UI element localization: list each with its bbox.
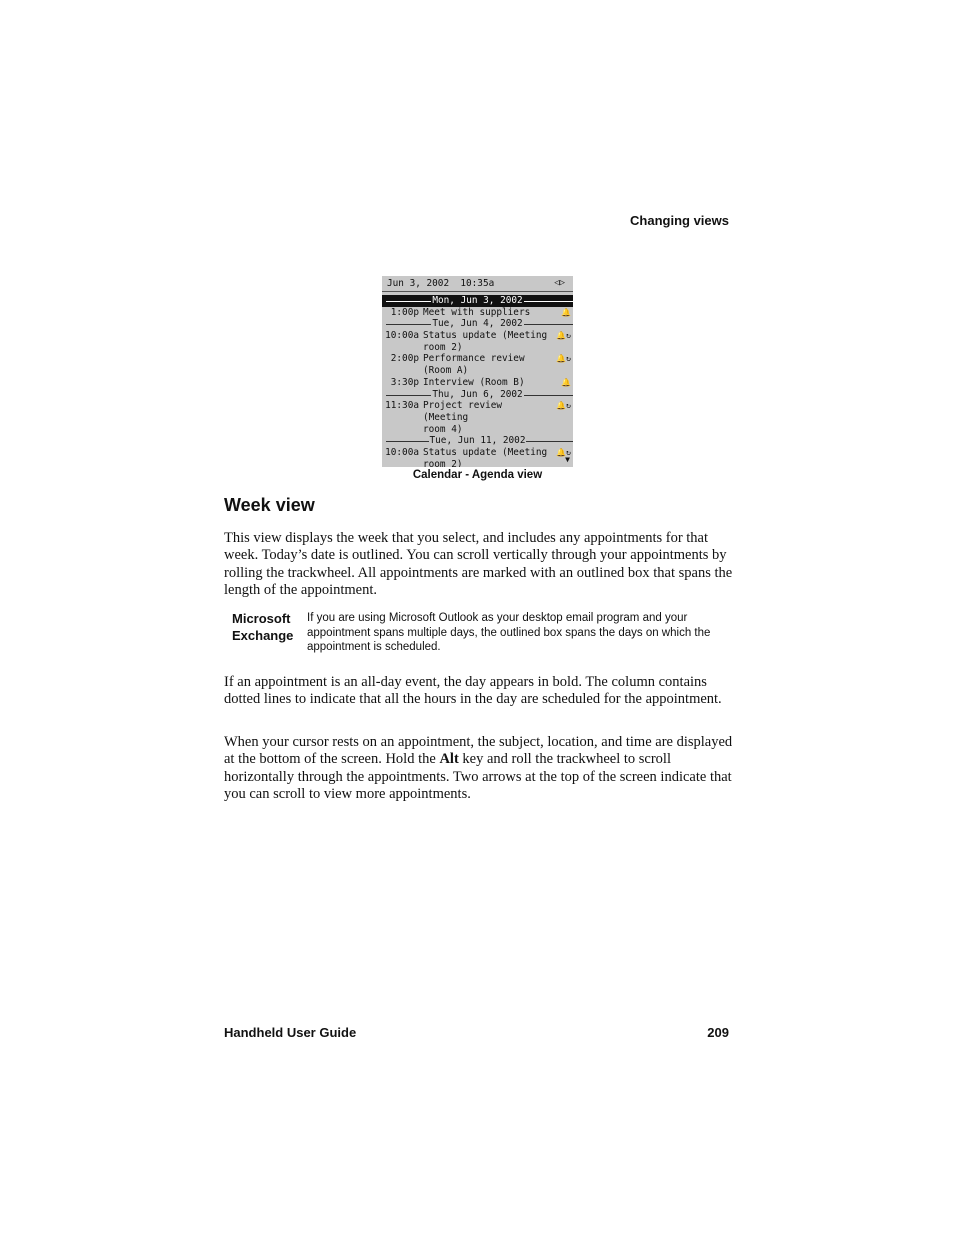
agenda-day-header[interactable] [382,318,573,330]
appointment-subject-continued: (Room A) [423,365,469,377]
appointment-subject: Interview (Room B) [423,376,525,388]
appointment-subject-continued: room 2) [423,341,463,353]
appointment-row[interactable] [382,447,573,459]
handheld-screenshot [382,276,573,467]
paragraph-text: key and roll the trackwheel to scroll horizontally through the appointments. Two arrows at the top of the screen indicate that you can scroll to view more appointments. [224,751,732,803]
appointment-time: 3:30p [390,376,419,388]
screen-status-bar [382,276,573,292]
alarm-recurrence-icon: 🔔↻ [556,331,571,341]
appointment-time: 11:30a [385,400,419,412]
paragraph-text: When your cursor rests on an appointment, the subject, location, and time are displayed at the bottom of the screen. Hold the [224,734,733,768]
appointment-time: 2:00p [390,353,419,365]
scroll-down-icon: ▼ [565,455,570,465]
body-paragraph [224,734,734,804]
note-label-line: Microsoft [232,611,291,626]
body-paragraph: This view displays the week that you select, and includes any appointments for that week. Today’s date is outlined. You can scroll vertically through your appointments by rolling the trackwheel. All appointments are marked with an outlined box that spans the length of the appointment. [224,530,733,599]
figure-caption: Calendar - Agenda view [412,469,543,481]
appointment-subject: Status update (Meeting [423,447,548,459]
alarm-recurrence-icon: 🔔 [561,307,571,317]
appointment-subject: Project review (Meeting [423,400,503,423]
page-number: 209 [707,1025,729,1040]
note-label-line: Exchange [232,628,294,643]
appointment-time: 10:00a [385,447,419,459]
section-title: Week view [224,495,315,515]
screen-date-time: Jun 3, 2002 10:35a [387,278,495,289]
appointment-time: 10:00a [385,330,419,342]
day-label: Tue, Jun 11, 2002 [429,435,526,447]
note-text: If you are using Microsoft Outlook as your desktop email program and your appointment spans multiple days, the outlined box spans the days on which the appointment is scheduled. [307,612,711,653]
appointment-subject: Meet with suppliers [423,306,531,318]
alarm-recurrence-icon: 🔔↻ [556,354,571,364]
running-header: Changing views [630,213,729,228]
appointment-row[interactable] [382,400,573,423]
alarm-recurrence-icon: 🔔↻ [556,401,571,411]
alarm-recurrence-icon: 🔔↻ [556,448,571,458]
key-name: Alt [439,751,459,768]
agenda-day-header[interactable] [382,389,573,401]
note-label [232,610,302,644]
agenda-day-header[interactable] [382,295,573,307]
appointment-row[interactable] [382,330,573,342]
appointment-row[interactable] [382,307,573,319]
appointment-subject-continued: room 2) [423,458,463,467]
day-label: Thu, Jun 6, 2002 [432,388,523,400]
day-label: Mon, Jun 3, 2002 [432,295,523,306]
appointment-subject: Performance review [423,353,525,365]
appointment-subject: Status update (Meeting [423,330,548,342]
agenda-list [382,295,573,467]
appointment-row[interactable] [382,377,573,389]
day-label: Tue, Jun 4, 2002 [432,318,523,330]
appointment-row[interactable] [382,353,573,365]
appointment-subject-continued: room 4) [423,423,463,435]
nav-arrows-icon: ◁▷ [554,278,565,288]
agenda-day-header[interactable] [382,435,573,447]
alarm-recurrence-icon: 🔔 [561,377,571,387]
appointment-time: 1:00p [390,306,419,318]
body-paragraph: If an appointment is an all-day event, the day appears in bold. The column contains dotted lines to indicate that all the hours in the day are scheduled for the appointment. [224,674,722,708]
footer-title: Handheld User Guide [224,1025,357,1040]
